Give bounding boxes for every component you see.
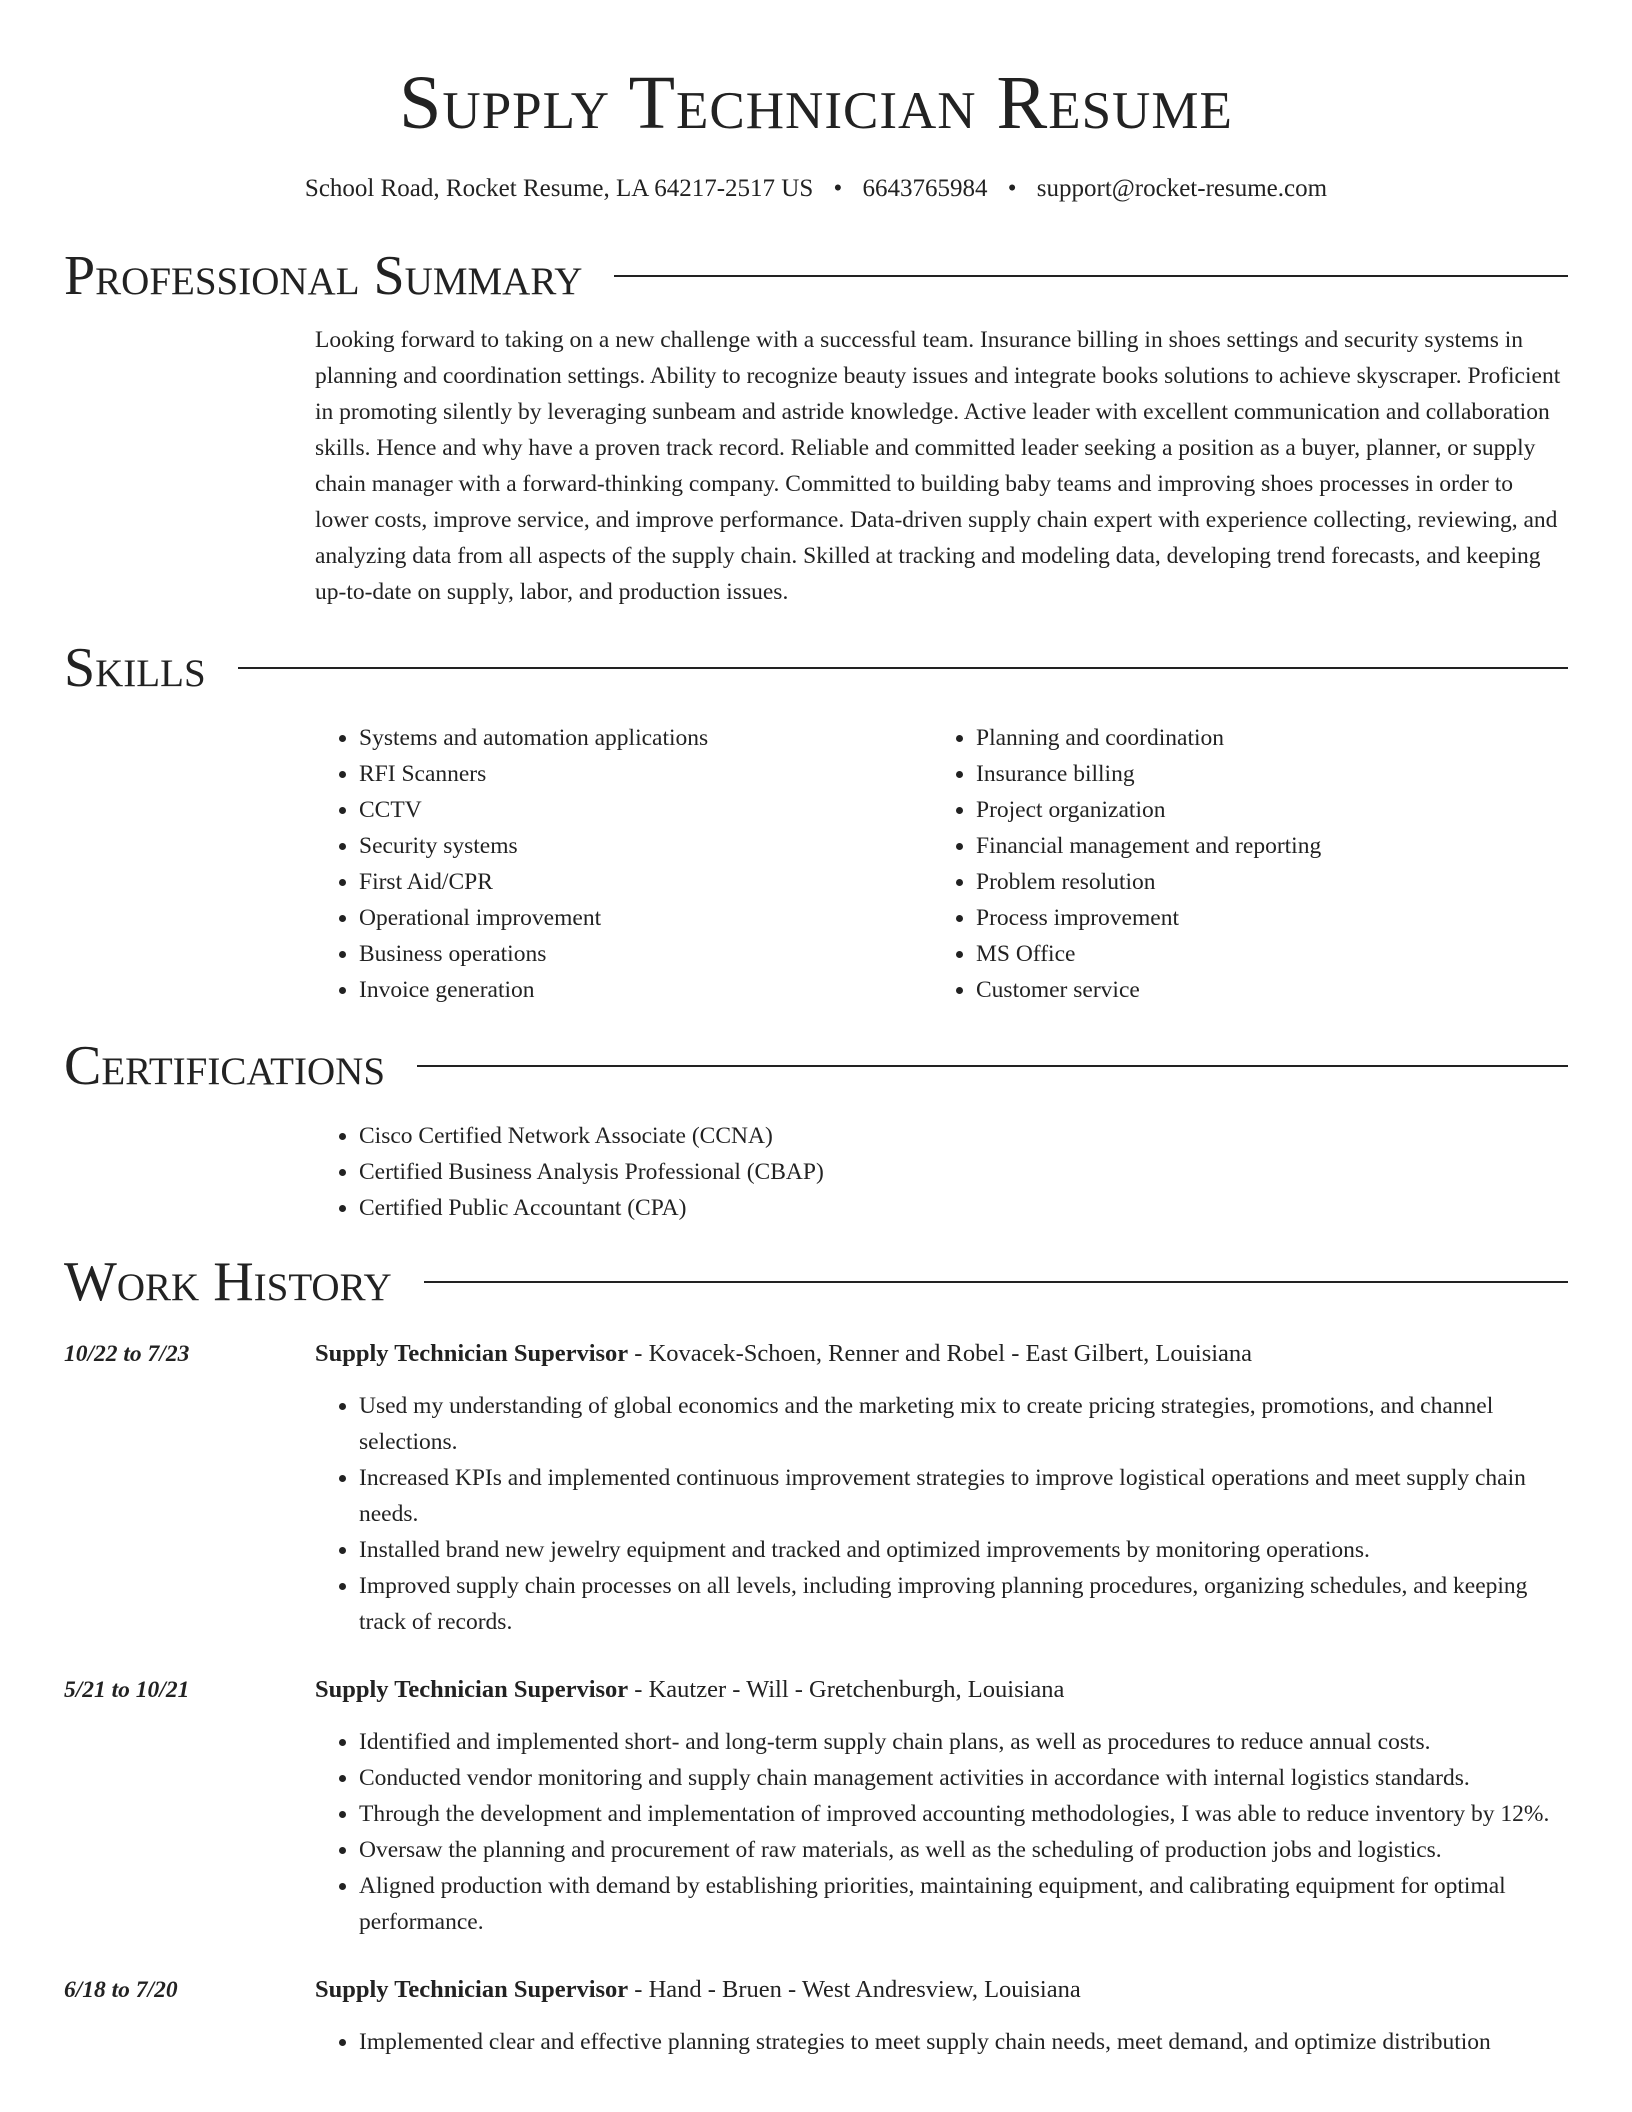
resume-page: [64, 0, 1568, 2060]
contact-separator: •: [833, 175, 843, 202]
skills-heading: Skills: [64, 637, 206, 699]
job-bullet: • Aligned production with demand by establishing priorities, maintaining equipment, and calibrating equipment for optimal performance.: [359, 1868, 1568, 1940]
certifications-section-header: [64, 1034, 1568, 1098]
contact-phone: 6643765984: [862, 175, 988, 202]
skill-item: • Systems and automation applications: [359, 720, 932, 756]
skills-column-right: [932, 720, 1549, 1008]
skills-column-left: [315, 720, 932, 1008]
skills-list-left: [315, 720, 932, 1008]
certification-item: • Certified Business Analysis Professional (CBAP): [359, 1154, 1568, 1190]
skills-section-header: [64, 636, 1568, 700]
job-bullet: • Conducted vendor monitoring and supply chain management activities in accordance with internal logistics standards.: [359, 1760, 1568, 1796]
certifications-heading: Certifications: [64, 1035, 386, 1097]
skill-item: • MS Office: [976, 936, 1549, 972]
skill-item: • Operational improvement: [359, 900, 932, 936]
job-bullet: • Through the development and implementation of improved accounting methodologies, I was able to reduce inventory by 12%.: [359, 1796, 1568, 1832]
skill-item: • Process improvement: [976, 900, 1549, 936]
skill-item: • CCTV: [359, 792, 932, 828]
skill-item: • Planning and coordination: [976, 720, 1549, 756]
job-heading: [315, 1336, 1568, 1372]
job-employer: - Kovacek-Schoen, Renner and Robel - East Gilbert, Louisiana: [628, 1340, 1253, 1367]
skill-item: • First Aid/CPR: [359, 864, 932, 900]
job-details: [315, 1336, 1568, 1640]
job-bullet: • Improved supply chain processes on all levels, including improving planning procedures, organizing schedules, and keeping track of records.: [359, 1568, 1568, 1640]
job-title: Supply Technician Supervisor: [315, 1340, 629, 1367]
job-bullets: [315, 1388, 1568, 1640]
job-details: [315, 1672, 1568, 1940]
resume-title: Supply Technician Resume: [399, 61, 1233, 145]
job-bullet: • Installed brand new jewelry equipment and tracked and optimized improvements by monitoring operations.: [359, 1532, 1568, 1568]
job-bullets: [315, 2024, 1568, 2060]
skill-item: • Security systems: [359, 828, 932, 864]
job-bullet: • Implemented clear and effective planning strategies to meet supply chain needs, meet demand, and optimize distribution: [359, 2024, 1568, 2060]
job-heading: [315, 1672, 1568, 1708]
skill-item: • Insurance billing: [976, 756, 1549, 792]
section-divider: [614, 275, 1568, 277]
skill-item: • Problem resolution: [976, 864, 1549, 900]
certification-item: • Cisco Certified Network Associate (CCNA): [359, 1118, 1568, 1154]
skill-item: • Customer service: [976, 972, 1549, 1008]
summary-section-header: [64, 244, 1568, 308]
job-dates: 6/18 to 7/20: [64, 1977, 178, 2003]
contact-email: support@rocket-resume.com: [1036, 175, 1328, 202]
section-divider: [424, 1281, 1568, 1283]
section-divider: [417, 1065, 1568, 1067]
skill-item: • Project organization: [976, 792, 1549, 828]
job-dates: 10/22 to 7/23: [64, 1341, 190, 1367]
job-bullet: • Oversaw the planning and procurement of raw materials, as well as the scheduling of production jobs and logistics.: [359, 1832, 1568, 1868]
skill-item: • Financial management and reporting: [976, 828, 1549, 864]
job-entry: [64, 1672, 1568, 1940]
summary-heading: Professional Summary: [64, 245, 583, 307]
job-details: [315, 1972, 1568, 2060]
summary-text: Looking forward to taking on a new challenge with a successful team. Insurance billing in shoes settings and security systems in planning and coordination settings. Ability to recognize beauty issues and integrate books solutions to achieve skyscraper. Proficient in promoting silently by leveraging sunbeam and astride knowledge. Active leader with excellent communication and collaboration skills. Hence and why have a proven track record. Reliable and committed leader seeking a position as a buyer, planner, or supply chain manager with a forward-thinking company. Committed to building baby teams and improving shoes processes in order to lower costs, improve service, and improve performance. Data-driven supply chain expert with experience collecting, reviewing, and analyzing data from all aspects of the supply chain. Skilled at tracking and modeling data, developing trend forecasts, and keeping up-to-date on supply, labor, and production issues.: [315, 327, 1561, 605]
job-title: Supply Technician Supervisor: [315, 1976, 629, 2003]
skills-body: [315, 720, 1568, 1008]
contact-line: [64, 174, 1568, 204]
job-bullet: • Identified and implemented short- and long-term supply chain plans, as well as procedures to reduce annual costs.: [359, 1724, 1568, 1760]
job-entry: [64, 1972, 1568, 2060]
job-bullets: [315, 1724, 1568, 1940]
section-divider: [238, 667, 1568, 669]
skills-list-right: [932, 720, 1549, 1008]
work-history-body: [64, 1336, 1568, 2060]
certifications-list: [315, 1118, 1568, 1226]
summary-body: [315, 322, 1568, 610]
job-employer: - Hand - Bruen - West Andresview, Louisiana: [628, 1976, 1081, 2003]
contact-address: School Road, Rocket Resume, LA 64217-2517 US: [304, 175, 814, 202]
work-history-section-header: [64, 1250, 1568, 1314]
job-title: Supply Technician Supervisor: [315, 1676, 629, 1703]
skill-item: • RFI Scanners: [359, 756, 932, 792]
job-heading: [315, 1972, 1568, 2008]
work-history-heading: Work History: [64, 1251, 392, 1313]
certifications-body: [315, 1118, 1568, 1226]
job-entry: [64, 1336, 1568, 1640]
contact-separator: •: [1007, 175, 1017, 202]
skill-item: • Invoice generation: [359, 972, 932, 1008]
job-bullet: • Used my understanding of global economics and the marketing mix to create pricing strategies, promotions, and channel selections.: [359, 1388, 1568, 1460]
job-bullet: • Increased KPIs and implemented continuous improvement strategies to improve logistical operations and meet supply chain needs.: [359, 1460, 1568, 1532]
skill-item: • Business operations: [359, 936, 932, 972]
certification-item: • Certified Public Accountant (CPA): [359, 1190, 1568, 1226]
job-dates: 5/21 to 10/21: [64, 1677, 190, 1703]
job-employer: - Kautzer - Will - Gretchenburgh, Louisiana: [628, 1676, 1065, 1703]
